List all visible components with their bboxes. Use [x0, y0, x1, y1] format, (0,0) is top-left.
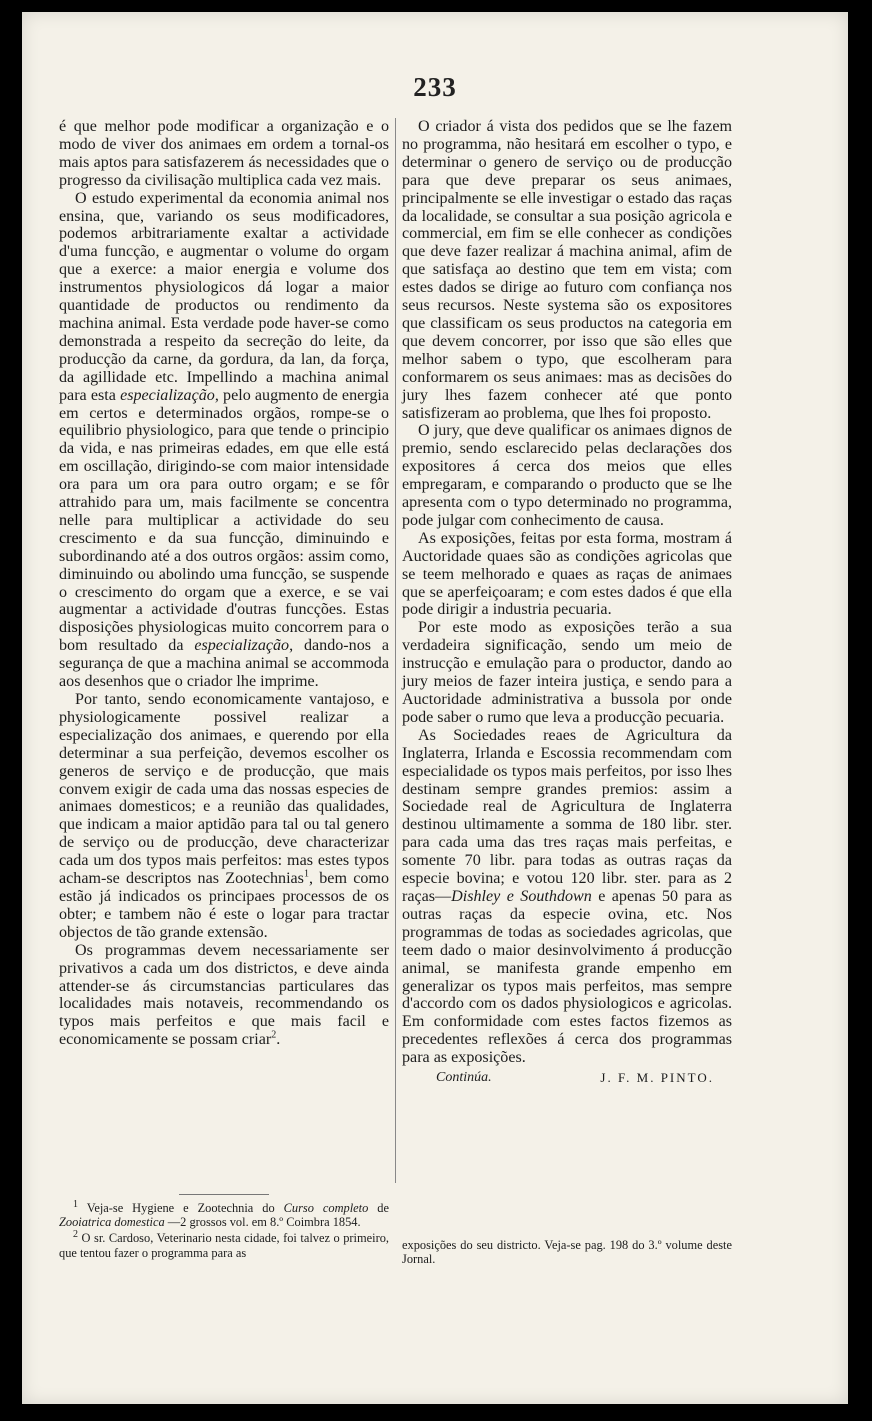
footnotes-right: [402, 1238, 732, 1268]
footnote-2: $^2$ O sr. Cardoso, Veterinario nesta cidade, foi talvez o primeiro, que tentou fazer o programma para as: [59, 1229, 389, 1260]
footnote-mark: 2: [271, 1029, 277, 1041]
page: [22, 12, 848, 1404]
continua-label: Continúa.: [436, 1070, 492, 1086]
paragraph: O jury, que deve qualificar os animaes dignos de premio, sendo esclarecido pelas declarações dos expositores á cerca dos meios que elles empregaram, e comparando o producto que se lhe apresenta com o typo determinado no programma, pode julgar com conhecimento de causa.: [402, 422, 732, 529]
paragraph: é que melhor pode modificar a organização e o modo de viver dos animaes em ordem a tornal-os mais aptos para satisfazerem ás necessidades que o progresso da civilisação multiplica cada vez mais.: [59, 118, 389, 189]
left-column: [59, 118, 389, 1049]
emphasis: Dishley e Southdown: [451, 887, 592, 905]
paragraph: As Sociedades reaes de Agricultura da Inglaterra, Irlanda e Escossia recommendam com especialidade os typos mais perfeitos, por isso lhes destinam sempre grandes premios: assim a Sociedade real de Agricultura de Inglaterra destinou ultimamente a somma de 180 libr. ster. para cada uma das tres raças mais perfeitas, e somente 70 libr. para todas as outras raças da especie bovina; e votou 120 libr. ster. para as 2 raças—Dishley e Southdown e apenas 50 para as outras raças da especie ovina, etc. Nos programmas de todas as sociedades agricolas, que teem dado o maior desinvolvimento á producção animal, se manifesta grande empenho em generalizar os typos mais perfeitos, mas sempre d'accordo com os dados physiologicos e agricolas. Em conformidade com estes factos fizemos as precedentes reflexões á cerca dos programmas para as exposições.: [402, 726, 732, 1067]
footnote-rule: [179, 1194, 269, 1195]
paragraph: Por este modo as exposições terão a sua verdadeira significação, sendo um meio de instrucção e emulação para o productor, dando ao jury meios de fazer inteira justiça, e sendo para a Auctoridade administrativa a bussola por onde pode saber o rumo que leva a producção pecuaria.: [402, 619, 732, 726]
paragraph: Por tanto, sendo economicamente vantajoso, e physiologicamente possivel realizar a especialização dos animaes, e querendo por ella determinar a sua perfeição, devemos escolher os generos de serviço e de producção, que mais convem exigir de cada uma das nossas especies de animaes domesticos; e a reunião das qualidades, que indicam a maior aptidão para tal ou tal genero de serviço ou de producção, deve characterizar cada um dos typos mais perfeitos: mas estes typos acham-se descriptos nas Zootechnias$^1$, bem como estão já indicados os principaes processos de os obter; e tambem não é este o logar para tractar objectos de tão grande extensão.: [59, 691, 389, 941]
column-divider: [395, 118, 396, 1183]
page-number: 233: [413, 72, 457, 102]
signature-line: [402, 1069, 732, 1087]
right-column: [402, 118, 732, 1087]
emphasis: especialização: [194, 637, 290, 655]
footnote-1: $^1$ Veja-se Hygiene e Zootechnia do Curso completo de Zooiatrica domestica —2 grossos vol. em 8.º Coimbra 1854.: [59, 1198, 389, 1230]
paragraph: O estudo experimental da economia animal nos ensina, que, variando os seus modificadores, podemos arbitrariamente exaltar a actividade d'uma funcção, e augmentar o volume do orgam que a exerce: a maior energia e volume dos instrumentos physiologicos dá logar a maior quantidade de productos ou rendimento da machina animal. Esta verdade pode haver-se como demonstrada a respeito da secreção do leite, da producção da carne, da gordura, da lan, da força, da agillidade etc. Impellindo a machina animal para esta especialização, pelo augmento de energia em certos e determinados orgãos, rompe-se o equilibrio physiologico, para que tende o principio da vida, e nas primeiras edades, em que elle está em oscillação, dirigindo-se com maior intensidade ora para um ora para outro orgam; e se fôr attrahido para um, mais facilmente se concentra nelle para multiplicar a actividade do seu crescimento e da sua funcção, diminuindo e subordinando até a dos outros orgãos: assim como, diminuindo ou abolindo uma funcção, se suspende o crescimento do orgam que a exerce, e se vai augmentar a actividade d'outras funcções. Estas disposições physiologicas muito concorrem para o bom resultado da especialização, dando-nos a segurança de que a machina animal se accommoda aos desenhos que o criador lhe imprime.: [59, 189, 390, 691]
paragraph: Os programmas devem necessariamente ser privativos a cada um dos districtos, e deve ainda attender-se ás circumstancias particulares das localidades mais notaveis, recommendando os typos mais perfeitos e que mais facil e economicamente se possam criar$^2$.: [59, 941, 389, 1049]
paragraph: As exposições, feitas por esta forma, mostram á Auctoridade quaes são as condições agricolas que se teem melhorado e quaes as raças de animaes que se aperfeiçoaram; e com estes dados é que ella pode dirigir a industria pecuaria.: [402, 529, 732, 619]
paragraph: O criador á vista dos pedidos que se lhe fazem no programma, não hesitará em escolher o typo, e determinar o genero de serviço ou de producção para que deve preparar os seus animaes, principalmente se elle investigar o estado das raças da localidade, se consultar a sua posição agricola e commercial, em fim se elle conhecer as condições que deve fazer realizar á machina animal, afim de que satisfaça ao destino que tem em vista; com estes dados se dirige ao futuro com confiança nos seus recursos. Neste systema são os expositores que classificam os seus productos na categoria em que devem concorrer, por isso que são elles que melhor sabem o typo, que escolheram para conformarem os seus animaes: mas as decisões do jury lhes fazem conhecer até que ponto satisfizeram ao problema, que lhes foi proposto.: [402, 118, 732, 422]
footnote-mark: 1: [303, 868, 309, 880]
author-name: J. F. M. PINTO.: [600, 1070, 714, 1086]
footnotes-left: [59, 1194, 389, 1262]
footnote-2-continued: exposições do seu districto. Veja-se pag. 198 do 3.º volume deste Jornal.: [402, 1238, 732, 1267]
emphasis: especialização: [120, 386, 215, 404]
